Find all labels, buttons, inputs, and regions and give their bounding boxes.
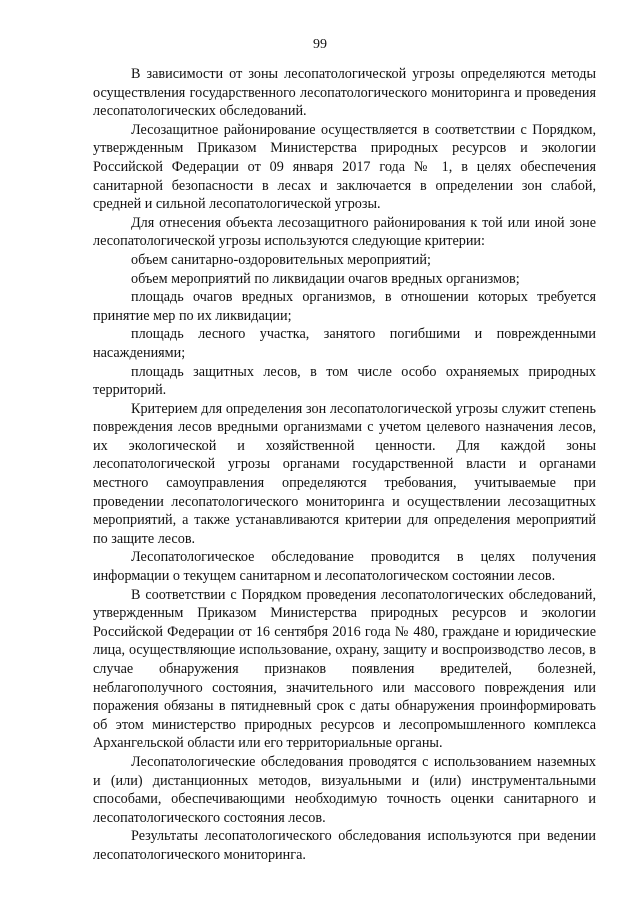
criteria-item-protected-forest-area: площадь защитных лесов, в том числе особо охраняемых природных территорий. xyxy=(93,363,596,399)
paragraph-survey-methods: Лесопатологические обследования проводятся с использованием наземных и (или) дистанционных методов, визуальными и (или) инструментальными способами, обеспечивающими необходимую точность оценки санитарного и лесопатологического состояния лесов. xyxy=(93,753,596,826)
paragraph-forest-zoning: Лесозащитное районирование осуществляется в соответствии с Порядком, утвержденным Приказом Министерства природных ресурсов и экологии Российской Федерации от 09 января 2017 года № 1, в целях обеспечения санитарной безопасности в лесах и заключается в определении зон слабой, средней и сильной лесопатологической угрозы. xyxy=(93,121,596,213)
paragraph-threat-zones-intro: В зависимости от зоны лесопатологической угрозы определяются методы осуществления государственного лесопатологического мониторинга и проведения лесопатологических обследований. xyxy=(93,66,596,120)
document-body xyxy=(93,65,596,865)
criteria-item-liquidation-volume: объем мероприятий по ликвидации очагов вредных организмов; xyxy=(131,270,520,287)
criteria-item-damaged-stand-area: площадь лесного участка, занятого погибшими и поврежденными насаждениями; xyxy=(93,326,596,361)
paragraph-zone-criterion: Критерием для определения зон лесопатологической угрозы служит степень повреждения лесов вредными организмами с учетом целевого назначения лесов, их экологической и хозяйственной ценности. Для каждой зоны лесопатологической угрозы органами государственной власти и органами местного самоуправления определяются требования, учитываемые при проведении лесопатологического мониторинга и осуществлении лесозащитных мероприятий, а также устанавливаются критерии для определения мероприятий по защите лесов. xyxy=(93,400,596,547)
paragraph-survey-purpose: Лесопатологическое обследование проводится в целях получения информации о текущем санитарном и лесопатологическом состоянии лесов. xyxy=(93,549,596,585)
criteria-item-sanitary-volume: объем санитарно-оздоровительных мероприятий; xyxy=(131,251,431,268)
paragraph-survey-results: Результаты лесопатологического обследования используются при ведении лесопатологического мониторинга. xyxy=(93,828,596,863)
criteria-item-outbreak-area: площадь очагов вредных организмов, в отношении которых требуется принятие мер по их ликвидации; xyxy=(93,289,596,324)
page-number: 99 xyxy=(313,37,327,52)
paragraph-survey-procedure: В соответствии с Порядком проведения лесопатологических обследований, утвержденным Приказом Министерства природных ресурсов и экологии Российской Федерации от 16 сентября 2016 года № 480, граждане и юридические лица, осуществляющие использование, охрану, защиту и воспроизводство лесов, в случае обнаружения признаков появления вредителей, болезней, неблагополучного состояния, значительного или массового повреждения или поражения обязаны в пятидневный срок с даты обнаружения проинформировать об этом министерство природных ресурсов и лесопромышленного комплекса Архангельской области или его территориальные органы. xyxy=(93,586,596,752)
paragraph-criteria-intro: Для отнесения объекта лесозащитного районирования к той или иной зоне лесопатологической угрозы используются следующие критерии: xyxy=(93,214,596,250)
